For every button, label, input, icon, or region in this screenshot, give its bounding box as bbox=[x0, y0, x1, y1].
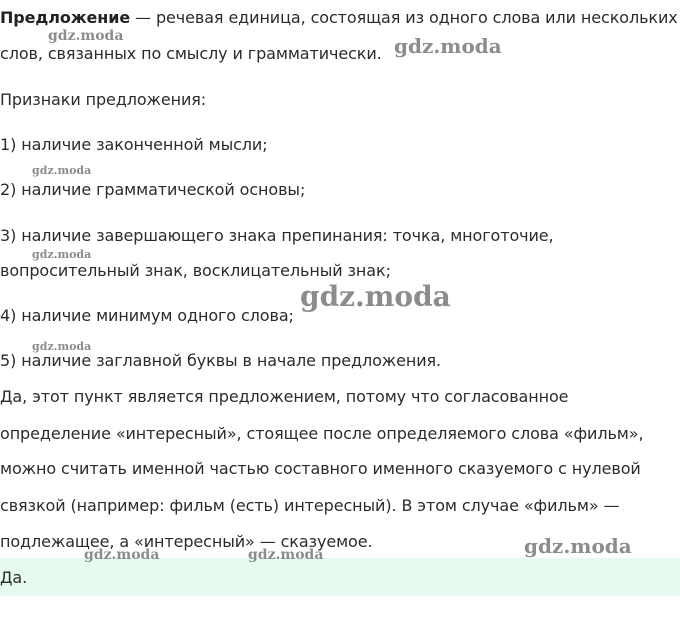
watermark: gdz.moda bbox=[32, 248, 92, 261]
definition-line-1 bbox=[0, 8, 678, 28]
definition-text: — речевая единица, состоящая из одного слова или нескольких bbox=[130, 8, 678, 27]
explanation-line-2: определение «интересный», стоящее после определяемого слова «фильм», bbox=[0, 424, 644, 443]
watermark: gdz.moda bbox=[394, 34, 502, 58]
explanation-line-3: можно считать именной частью составного именного сказуемого с нулевой bbox=[0, 459, 641, 478]
explanation-line-5: подлежащее, а «интересный» — сказуемое. bbox=[0, 532, 373, 551]
explanation-line-4: связкой (например: фильм (есть) интересный). В этом случае «фильм» — bbox=[0, 496, 620, 515]
watermark: gdz.moda bbox=[32, 164, 92, 177]
watermark: gdz.moda bbox=[300, 280, 451, 313]
features-heading: Признаки предложения: bbox=[0, 90, 207, 109]
answer-box bbox=[0, 558, 680, 596]
watermark: gdz.moda bbox=[48, 28, 124, 44]
explanation-line-1: Да, этот пункт является предложением, потому что согласованное bbox=[0, 387, 569, 406]
feature-item-3: 3) наличие завершающего знака препинания: точка, многоточие, bbox=[0, 226, 554, 245]
definition-term: Предложение bbox=[0, 8, 131, 27]
feature-item-1: 1) наличие законченной мысли; bbox=[0, 135, 268, 154]
feature-item-5: 5) наличие заглавной буквы в начале предложения. bbox=[0, 351, 442, 370]
feature-item-2: 2) наличие грамматической основы; bbox=[0, 180, 306, 199]
watermark: gdz.moda bbox=[32, 340, 92, 353]
watermark: gdz.moda bbox=[248, 547, 324, 563]
answer-text: Да. bbox=[0, 568, 28, 587]
feature-item-4: 4) наличие минимум одного слова; bbox=[0, 306, 294, 325]
watermark: gdz.moda bbox=[84, 547, 160, 563]
watermark: gdz.moda bbox=[524, 534, 632, 558]
definition-line-2: слов, связанных по смыслу и грамматически. bbox=[0, 44, 382, 63]
feature-item-3-continued: вопросительный знак, восклицательный знак; bbox=[0, 261, 391, 280]
